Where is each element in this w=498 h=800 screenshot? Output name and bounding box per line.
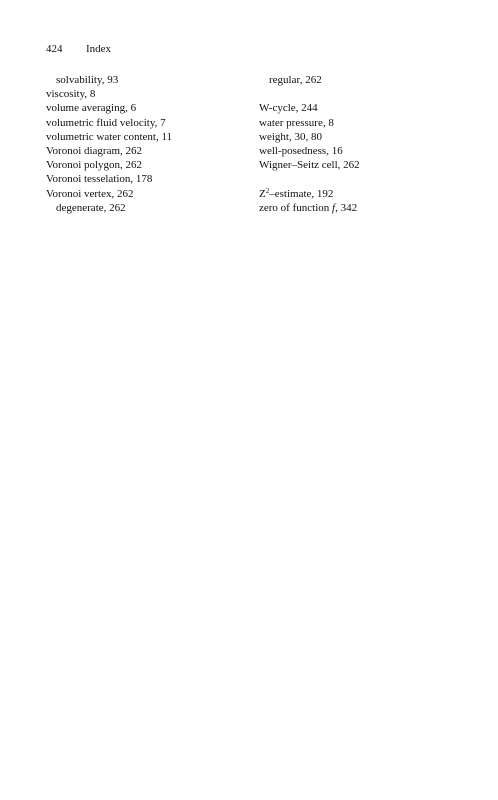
index-entry: Voronoi tesselation, 178 — [46, 173, 153, 186]
index-entry: volume averaging, 6 — [46, 102, 137, 115]
index-entry: weight, 30, 80 — [259, 130, 322, 143]
index-entry: solvability, 93 — [56, 74, 119, 86]
index-entry: Voronoi polygon, 262 — [46, 159, 143, 172]
entry-text: –estimate, 192 — [269, 187, 334, 200]
index-entry: degenerate, 262 — [56, 201, 126, 214]
entry-text: zero of function — [259, 201, 332, 214]
index-entry-zero-of-function — [259, 201, 479, 215]
page-number: 424 — [46, 43, 63, 55]
entry-text: , 342 — [335, 201, 358, 214]
index-entry: viscosity, 8 — [46, 88, 96, 101]
index-entry: Wigner–Seitz cell, 262 — [259, 159, 360, 172]
index-entry: W-cycle, 244 — [259, 102, 318, 115]
index-entry: well-posedness, 16 — [259, 145, 343, 157]
index-entry: volumetric fluid velocity, 7 — [46, 116, 166, 129]
function-symbol: f — [332, 201, 336, 214]
running-title: Index — [86, 43, 112, 55]
index-entry: volumetric water content, 11 — [46, 130, 173, 143]
page-header — [46, 43, 111, 55]
index-entry: water pressure, 8 — [259, 116, 334, 129]
superscript-2: 2 — [265, 186, 270, 195]
index-entry: regular, 262 — [269, 74, 322, 86]
index-entry: Voronoi diagram, 262 — [46, 145, 143, 158]
z-symbol: Z — [259, 187, 266, 200]
index-column-right — [259, 73, 479, 215]
index-entry: Voronoi vertex, 262 — [46, 187, 134, 200]
index-column-left — [46, 73, 246, 215]
index-entry-z2-estimate — [259, 187, 479, 201]
